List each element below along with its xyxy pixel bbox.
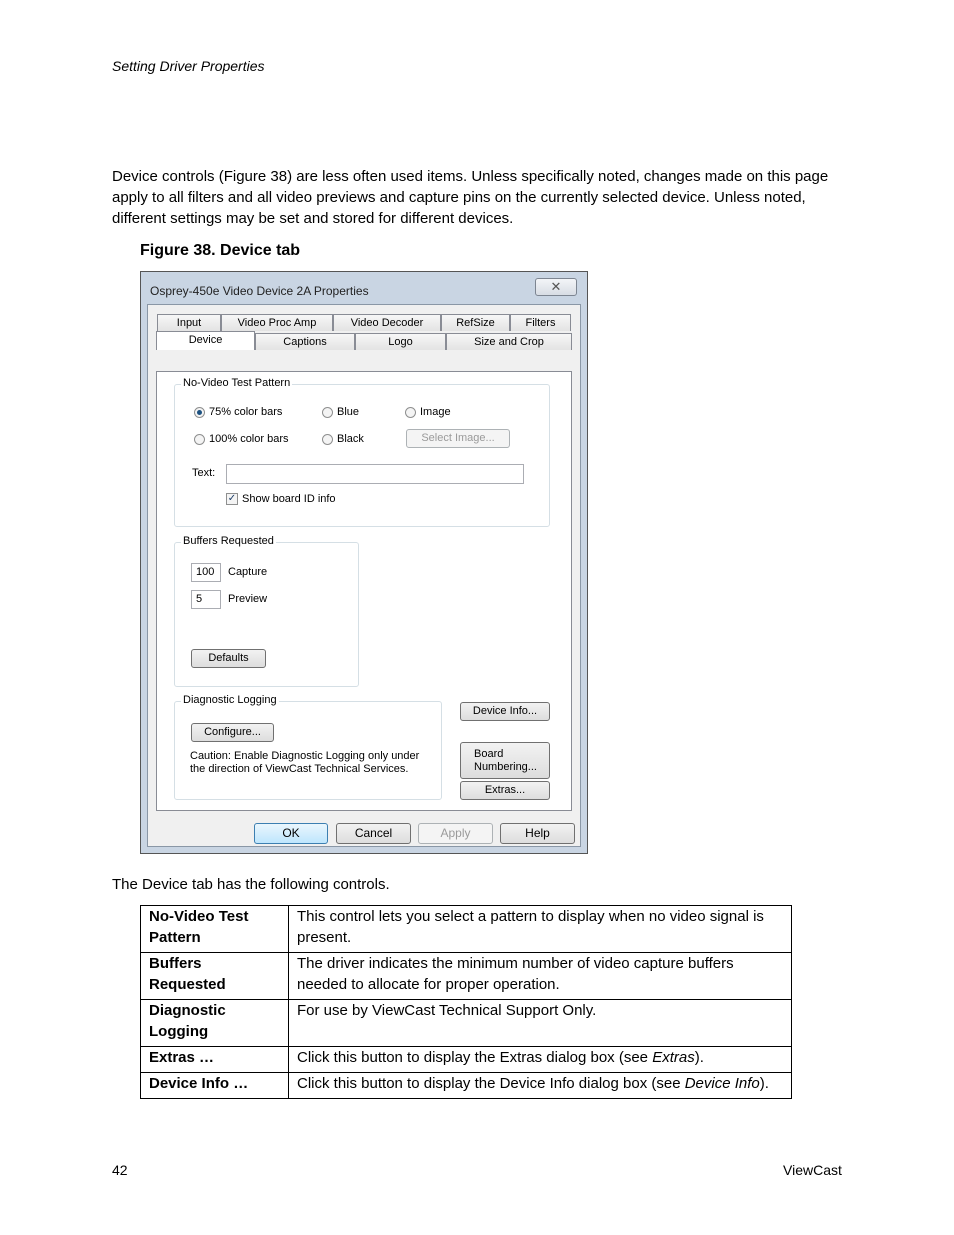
buffers-requested-group — [174, 535, 359, 687]
board-numbering-label-1: Board — [474, 748, 504, 760]
dialog-titlebar — [147, 276, 581, 304]
description-text: This control lets you select a pattern to display when no video signal is present. — [297, 908, 764, 946]
ok-button[interactable]: OK — [254, 823, 328, 844]
control-name: Extras … — [141, 1047, 289, 1073]
tab-video-proc-amp[interactable]: Video Proc Amp — [221, 314, 333, 331]
group-label: Buffers Requested — [183, 535, 274, 547]
group-label: Diagnostic Logging — [183, 694, 277, 706]
configure-button[interactable]: Configure... — [191, 723, 274, 742]
no-video-test-pattern-group — [174, 377, 550, 527]
show-board-id-checkbox[interactable]: ✓ — [227, 493, 237, 504]
tab-input[interactable]: Input — [157, 314, 221, 331]
cancel-button[interactable]: Cancel — [336, 823, 411, 844]
properties-dialog-screenshot — [140, 271, 588, 854]
description-end: ). — [694, 1049, 704, 1066]
table-row — [141, 1073, 792, 1099]
control-name: Diagnostic Logging — [141, 1000, 289, 1047]
control-description — [289, 1000, 792, 1047]
device-info-button[interactable]: Device Info... — [460, 702, 550, 721]
text-label: Text: — [192, 467, 216, 479]
radio-image[interactable] — [405, 407, 416, 418]
figure-caption: Figure 38. Device tab — [140, 242, 301, 259]
control-name: Buffers Requested — [141, 953, 289, 1000]
tab-filters[interactable]: Filters — [510, 314, 571, 331]
tab-device[interactable]: Device — [156, 331, 255, 350]
radio-label: 100% color bars — [209, 433, 289, 445]
table-row — [141, 906, 792, 953]
description-text: Click this button to display the Extras dialog box (see — [297, 1049, 653, 1066]
table-row — [141, 1000, 792, 1047]
radio-100-color-bars[interactable] — [194, 434, 205, 445]
control-description — [289, 906, 792, 953]
description-text: Click this button to display the Device Info dialog box (see — [297, 1075, 685, 1092]
description-text: The driver indicates the minimum number of video capture buffers needed to allocate for proper operation. — [297, 955, 734, 993]
table-row — [141, 1047, 792, 1073]
caution-text-line-1: Caution: Enable Diagnostic Logging only under — [190, 750, 420, 762]
radio-label: Image — [420, 406, 451, 418]
radio-label: Blue — [337, 406, 360, 418]
control-description — [289, 1047, 792, 1073]
diagnostic-logging-group — [174, 694, 442, 800]
control-name: No-Video Test Pattern — [141, 906, 289, 953]
cross-reference: Extras — [652, 1049, 695, 1066]
close-icon[interactable]: ✕ — [535, 278, 577, 296]
tab-video-decoder[interactable]: Video Decoder — [333, 314, 441, 331]
preview-buffers-field[interactable]: 5 — [191, 590, 221, 609]
intro-paragraph: Device controls (Figure 38) are less often used items. Unless specifically noted, changes made on this page apply to all filters and all video previews and capture pins on the currently selected device. Unless noted, different settings may be set and stored for different devices. — [112, 168, 829, 227]
tab-captions[interactable]: Captions — [255, 333, 355, 350]
page-header: Setting Driver Properties — [112, 58, 265, 74]
select-image-button[interactable]: Select Image... — [406, 429, 510, 448]
board-numbering-button[interactable] — [460, 742, 550, 779]
device-tab-panel — [156, 371, 572, 811]
help-button[interactable]: Help — [500, 823, 575, 844]
capture-buffers-field[interactable]: 100 — [191, 563, 221, 582]
apply-button[interactable]: Apply — [418, 823, 493, 844]
radio-blue[interactable] — [322, 407, 333, 418]
control-description — [289, 1073, 792, 1099]
controls-table — [140, 905, 792, 1099]
group-label: No-Video Test Pattern — [183, 377, 291, 389]
cross-reference: Device Info — [684, 1075, 760, 1092]
radio-black[interactable] — [322, 434, 333, 445]
extras-button[interactable]: Extras... — [460, 781, 550, 800]
control-name: Device Info … — [141, 1073, 289, 1099]
dialog-title: Osprey-450e Video Device 2A Properties — [150, 284, 369, 298]
tab-size-and-crop[interactable]: Size and Crop — [446, 333, 572, 350]
control-description — [289, 953, 792, 1000]
description-text: For use by ViewCast Technical Support Only. — [297, 1002, 597, 1019]
board-numbering-label-2: Numbering... — [474, 761, 537, 773]
dialog-client — [147, 304, 581, 847]
page-number: 42 — [112, 1162, 128, 1178]
defaults-button[interactable]: Defaults — [191, 649, 266, 668]
radio-75-color-bars[interactable] — [194, 407, 205, 418]
controls-intro: The Device tab has the following controls. — [112, 876, 390, 893]
caution-text-line-2: the direction of ViewCast Technical Services. — [190, 763, 409, 775]
tab-logo[interactable]: Logo — [355, 333, 446, 350]
tab-refsize[interactable]: RefSize — [441, 314, 510, 331]
preview-label: Preview — [228, 593, 268, 605]
capture-label: Capture — [228, 566, 268, 578]
table-row — [141, 953, 792, 1000]
description-end: ). — [759, 1075, 769, 1092]
text-input[interactable] — [226, 464, 524, 484]
radio-label: Black — [337, 433, 364, 445]
checkbox-label: Show board ID info — [242, 493, 336, 505]
footer-brand: ViewCast — [783, 1162, 842, 1178]
radio-label: 75% color bars — [209, 406, 283, 418]
